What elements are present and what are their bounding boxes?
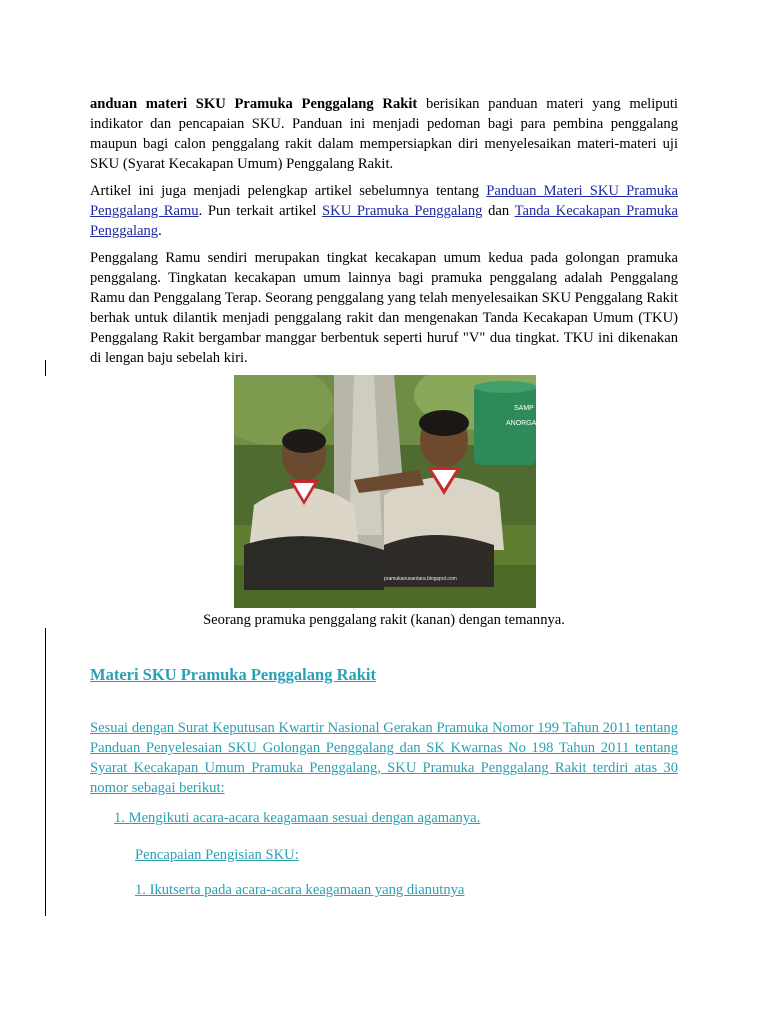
revision-bar — [45, 628, 46, 916]
intro-bold-lead: anduan materi SKU Pramuka Penggalang Rakit — [90, 96, 418, 112]
article-text-1: Artikel ini juga menjadi pelengkap artikel sebelumnya tentang — [90, 183, 487, 199]
photo-caption: Seorang pramuka penggalang rakit (kanan) dengan temannya. — [203, 612, 565, 628]
list-item-1: 1. Mengikuti acara-acara keagamaan sesuai dengan agamanya. — [114, 810, 481, 826]
sub-item-1: 1. Ikutserta pada acara-acara keagamaan yang dianutnya — [135, 882, 465, 898]
intro-text: berisikan panduan materi yang meliputi indikator dan pencapaian SKU. Panduan ini menjadi pedoman bagi para pembina penggalang maupun bagi calon penggalang rakit dalam mempersiapkan diri menyelesaikan materi-materi uji SKU (Syarat Kecakapan Umum) Penggalang Rakit. — [90, 96, 678, 172]
drum-label-top: SAMP — [514, 405, 534, 412]
link-panduan-materi-ramu[interactable]: Panduan Materi SKU Pramuka Penggalang Ramu — [90, 183, 678, 219]
article-text-3: dan — [482, 203, 515, 219]
pencapaian-label: Pencapaian Pengisian SKU: — [135, 847, 299, 863]
scouts-photo — [234, 375, 536, 608]
article-text-4: . — [158, 223, 162, 239]
revision-bar — [45, 360, 46, 376]
section-heading: Materi SKU Pramuka Penggalang Rakit — [90, 665, 376, 684]
article-paragraph — [90, 181, 678, 241]
drum-label-bottom: ANORGA — [506, 420, 536, 427]
link-tanda-kecakapan[interactable]: Tanda Kecakapan Pramuka Penggalang — [90, 203, 678, 239]
article-text-2: . Pun terkait artikel — [198, 203, 323, 219]
link-sku-pramuka-penggalang[interactable]: SKU Pramuka Penggalang — [322, 203, 483, 219]
photo-watermark: pramukanusantara.blogspot.com — [384, 576, 457, 582]
ramu-paragraph: Penggalang Ramu sendiri merupakan tingkat kecakapan umum kedua pada golongan pramuka penggalang. Tingkatan kecakapan umum lainnya bagi pramuka penggalang adalah Penggalang Ramu dan Penggalang Terap. Seorang penggalang yang telah menyelesaikan SKU Penggalang Rakit berhak untuk dilantik menjadi penggalang rakit dan mengenakan Tanda Kecakapan Umum (TKU) Penggalang Rakit bergambar manggar berbentuk seperti huruf "V" dua tingkat. TKU ini dikenakan di lengan baju sebelah kiri. — [90, 250, 678, 366]
section-intro: Sesuai dengan Surat Keputusan Kwartir Nasional Gerakan Pramuka Nomor 199 Tahun 2011 tentang Panduan Penyelesaian SKU Golongan Penggalang dan SK Kwarnas No 198 Tahun 2011 tentang Syarat Kecakapan Umum Pramuka Penggalang, SKU Pramuka Penggalang Rakit terdiri atas 30 nomor sebagai berikut: — [90, 720, 678, 796]
intro-paragraph — [90, 94, 678, 174]
